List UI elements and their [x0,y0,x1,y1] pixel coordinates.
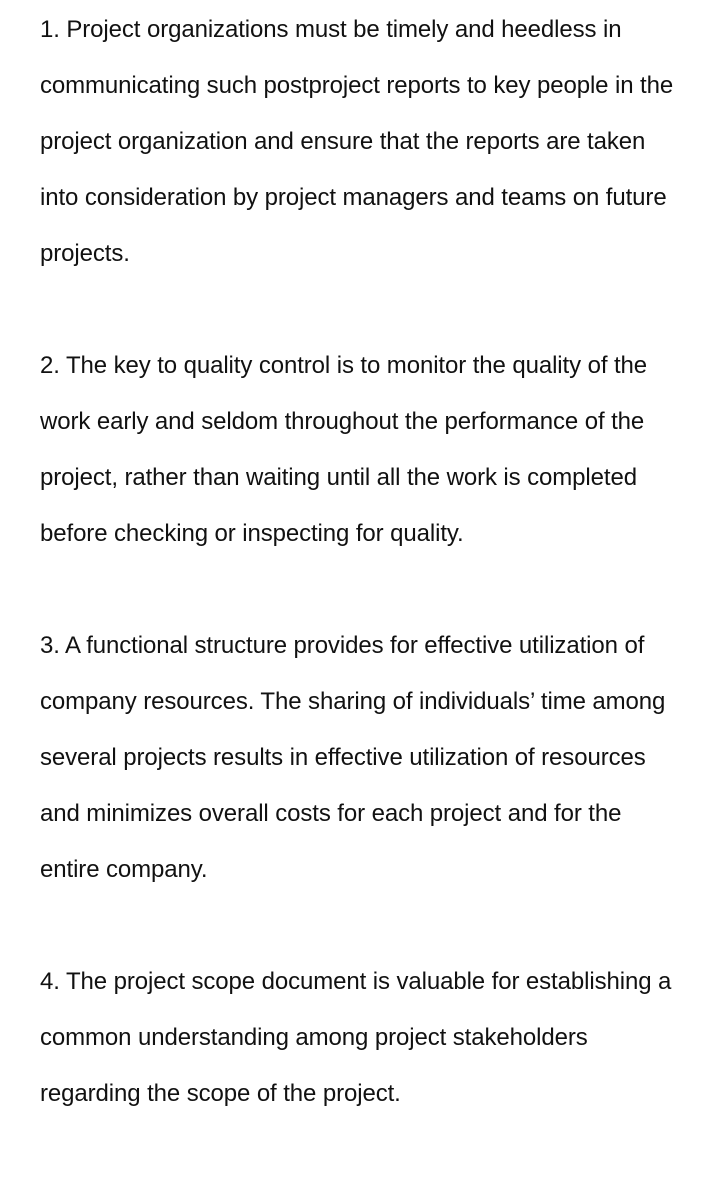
statement-2: 2. The key to quality control is to monitor the quality of the work early and seldom throughout the performance of the project, rather than waiting until all the work is completed before checking or inspecting for quality. [40,352,648,547]
statement-3: 3. A functional structure provides for effective utilization of company resources. The sharing of individuals’ time among several projects results in effective utilization of resources and minimizes overall costs for each project and for the entire company. [40,632,666,883]
document-body [40,0,685,1178]
statement-4: 4. The project scope document is valuable for establishing a common understanding among project stakeholders regarding the scope of the project. [40,968,672,1107]
statement-1: 1. Project organizations must be timely and heedless in communicating such postproject reports to key people in the project organization and ensure that the reports are taken into consideration by project managers and teams on future projects. [40,16,674,267]
